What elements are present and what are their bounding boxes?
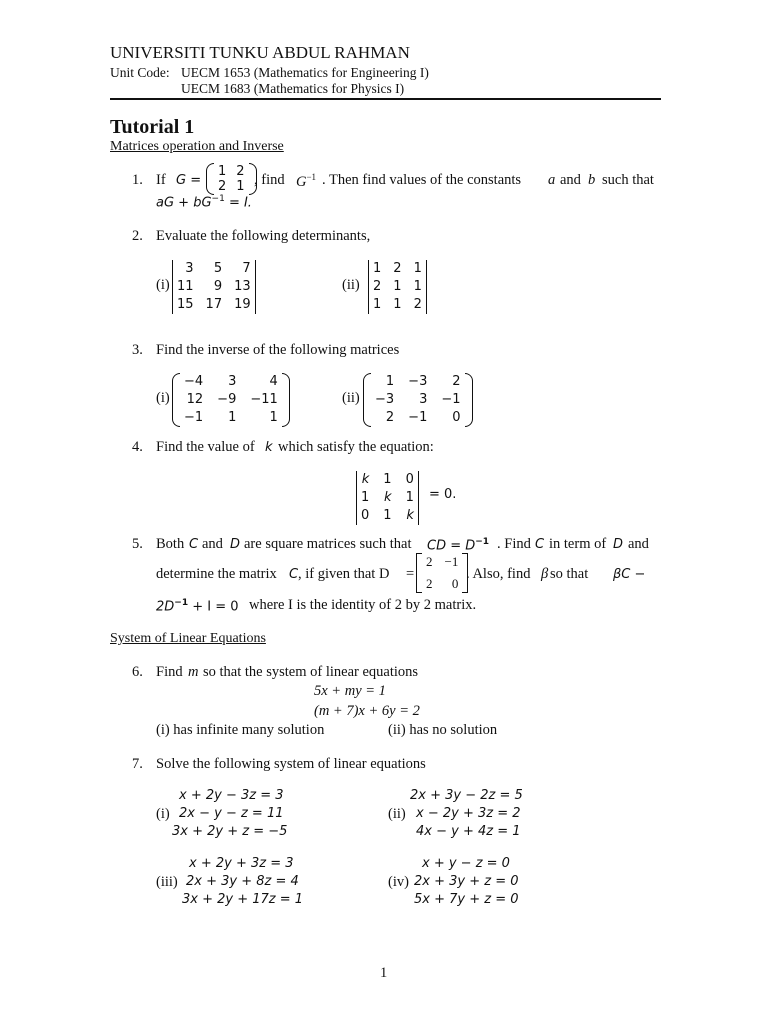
q4-number: 4.	[132, 439, 143, 455]
matrix-cell: 5	[213, 261, 223, 276]
q7-sys-iv-3: 5x + 7y + z = 0	[414, 892, 519, 907]
unit-code-1: UECM 1653 (Mathematics for Engineering I)	[181, 65, 429, 80]
matrix-cell: 1	[373, 261, 382, 276]
q4-text-a: Find the value of	[156, 439, 255, 455]
q4-text-b: which satisfy the equation:	[278, 439, 434, 455]
matrix-cell: 17	[205, 297, 223, 312]
section-heading-matrices: Matrices operation and Inverse	[110, 139, 284, 154]
q1-number: 1.	[132, 172, 143, 188]
q5-line2-a: determine the matrix	[156, 566, 277, 582]
matrix-cell: 1	[373, 297, 382, 312]
q5-c-2: C	[535, 537, 545, 552]
q1-matrix-g	[206, 163, 257, 195]
q3-matrix-ii	[363, 373, 473, 427]
q6-eq2: (m + 7)x + 6y = 2	[314, 703, 420, 719]
q5-find: . Find	[497, 536, 531, 552]
matrix-cell: −3	[375, 392, 395, 407]
q6-text-b: so that the system of linear equations	[203, 664, 419, 680]
q6-find: Find	[156, 664, 183, 680]
q5-equals: =	[406, 566, 415, 582]
q7-sys-iv-2: 2x + 3y + z = 0	[414, 874, 519, 889]
matrix-cell: 3	[185, 261, 194, 276]
q7-sys-i-3: 3x + 2y + z = −5	[172, 824, 288, 839]
q5-cd-eq: CD = $D^{-1}$	[427, 537, 490, 554]
matrix-cell: −1	[184, 410, 204, 425]
q7-label-i: (i)	[156, 806, 170, 822]
header-rule	[110, 98, 661, 100]
matrix-cell: k	[406, 508, 414, 523]
q7-sys-ii-3: 4x − y + 4z = 1	[416, 824, 521, 839]
q5-and-2: and	[628, 536, 649, 552]
q2-determinant-ii	[368, 260, 427, 314]
q5-d-2: D	[613, 537, 624, 552]
q5-if-given: , if given that D	[298, 566, 390, 582]
matrix-cell: 0	[361, 508, 370, 523]
q2-label-ii: (ii)	[342, 277, 360, 293]
q5-d: D	[230, 537, 241, 552]
q3-text: Find the inverse of the following matrices	[156, 342, 400, 358]
q5-and: and	[202, 536, 223, 552]
q3-number: 3.	[132, 342, 143, 358]
matrix-cell: 4	[269, 374, 278, 389]
matrix-cell: 2	[426, 576, 433, 591]
matrix-cell: 1	[383, 508, 392, 523]
q6-option-i: (i) has infinite many solution	[156, 722, 325, 738]
matrix-cell: 1	[361, 490, 370, 505]
matrix-cell: 1	[236, 179, 245, 194]
matrix-cell: 11	[177, 279, 194, 294]
q1-ginv: $G^{-1}$	[296, 172, 317, 190]
page-number: 1	[380, 965, 388, 981]
q5-both: Both	[156, 536, 185, 552]
q7-sys-i-1: x + 2y − 3z = 3	[179, 788, 284, 803]
section-heading-linear: System of Linear Equations	[110, 631, 266, 646]
q7-sys-iv-1: x + y − z = 0	[422, 856, 510, 871]
matrix-cell: 19	[234, 297, 251, 312]
q2-label-i: (i)	[156, 277, 170, 293]
matrix-cell: −4	[184, 374, 204, 389]
matrix-cell: 1	[413, 279, 422, 294]
q7-sys-ii-2: x − 2y + 3z = 2	[416, 806, 521, 821]
matrix-cell: 1	[228, 410, 237, 425]
matrix-cell: 2	[236, 164, 245, 179]
q1-equation: aG + $bG^{-1} = I$.	[156, 194, 252, 211]
matrix-cell: 2	[426, 554, 433, 569]
q7-sys-i-2: 2x − y − z = 11	[179, 806, 284, 821]
matrix-cell: −3	[408, 374, 428, 389]
q6-m: m	[188, 664, 199, 680]
matrix-cell: 1	[218, 164, 227, 179]
matrix-cell: 1	[269, 410, 278, 425]
q7-number: 7.	[132, 756, 143, 772]
q1-text-b: such that	[602, 172, 654, 188]
q1-b: b	[588, 172, 596, 188]
matrix-cell: −9	[217, 392, 237, 407]
matrix-cell: 2	[373, 279, 382, 294]
q4-k: k	[265, 440, 273, 455]
q6-eq1: 5x + my = 1	[314, 683, 386, 699]
matrix-cell: 2	[393, 261, 402, 276]
matrix-cell: 1	[413, 261, 422, 276]
q5-c: C	[189, 537, 199, 552]
matrix-cell: k	[361, 472, 370, 487]
q5-matrix-d	[416, 553, 468, 593]
q1-text-a: . Then find values of the constants	[322, 172, 522, 188]
unit-code-label: Unit Code:	[110, 65, 170, 80]
q7-label-iv: (iv)	[388, 874, 409, 890]
matrix-cell: 1	[393, 279, 402, 294]
q5-c-3: C	[289, 567, 299, 582]
q2-number: 2.	[132, 228, 143, 244]
q1-if: If	[156, 172, 166, 188]
q5-beta-c: βC −	[613, 567, 646, 582]
q4-equals-zero: = 0.	[429, 487, 457, 502]
matrix-cell: 0	[452, 410, 461, 425]
q5-also-find: . Also, find	[466, 566, 531, 582]
matrix-cell: 0	[405, 472, 414, 487]
q1-find: , find	[254, 172, 285, 188]
matrix-cell: 2	[413, 297, 422, 312]
q7-sys-iii-1: x + 2y + 3z = 3	[189, 856, 294, 871]
university-name: UNIVERSITI TUNKU ABDUL RAHMAN	[110, 43, 410, 62]
q7-text: Solve the following system of linear equations	[156, 756, 426, 772]
q7-sys-ii-1: 2x + 3y − 2z = 5	[410, 788, 523, 803]
q5-line3-eq: $2D^{-1} + I = 0$	[156, 598, 239, 615]
q6-option-ii: (ii) has no solution	[388, 722, 498, 738]
matrix-cell: 2	[385, 410, 395, 425]
q4-determinant	[356, 471, 419, 525]
matrix-cell: 2	[218, 179, 227, 194]
matrix-cell: −1	[444, 554, 459, 569]
matrix-cell: 2	[452, 374, 461, 389]
q5-beta: β	[541, 566, 549, 582]
q2-text: Evaluate the following determinants,	[156, 228, 371, 244]
matrix-cell: 15	[177, 297, 194, 312]
matrix-cell: −1	[441, 392, 461, 407]
matrix-cell: k	[384, 490, 392, 505]
q5-line1-b: are square matrices such that	[244, 536, 412, 552]
matrix-cell: 3	[419, 392, 428, 407]
q7-sys-iii-3: 3x + 2y + 17z = 1	[182, 892, 304, 907]
matrix-cell: 13	[234, 279, 251, 294]
q5-number: 5.	[132, 536, 143, 552]
q7-label-iii: (iii)	[156, 874, 178, 890]
q7-label-ii: (ii)	[388, 806, 406, 822]
q3-label-i: (i)	[156, 390, 170, 406]
q5-so-that: so that	[550, 566, 589, 582]
q3-matrix-i	[172, 373, 290, 427]
q5-in-term-of: in term of	[549, 536, 607, 552]
matrix-cell: 12	[186, 392, 204, 407]
q1-g-eq: G =	[176, 173, 202, 188]
q5-line3-text: where I is the identity of 2 by 2 matrix.	[249, 597, 477, 613]
q3-label-ii: (ii)	[342, 390, 360, 406]
q6-number: 6.	[132, 664, 143, 680]
matrix-cell: 1	[393, 297, 402, 312]
matrix-cell: 1	[383, 472, 392, 487]
matrix-cell: 0	[451, 576, 459, 591]
page-title: Tutorial 1	[110, 116, 195, 138]
matrix-cell: 1	[405, 490, 414, 505]
matrix-cell: 7	[242, 261, 251, 276]
q2-determinant-i	[172, 260, 256, 314]
matrix-cell: −1	[408, 410, 428, 425]
q1-and: and	[560, 172, 581, 188]
q7-sys-iii-2: 2x + 3y + 8z = 4	[186, 874, 299, 889]
matrix-cell: 3	[228, 374, 237, 389]
matrix-cell: −11	[250, 392, 278, 407]
matrix-cell: 1	[385, 374, 395, 389]
matrix-cell: 9	[213, 279, 223, 294]
unit-code-2: UECM 1683 (Mathematics for Physics I)	[181, 81, 405, 96]
q1-a: a	[548, 172, 556, 188]
